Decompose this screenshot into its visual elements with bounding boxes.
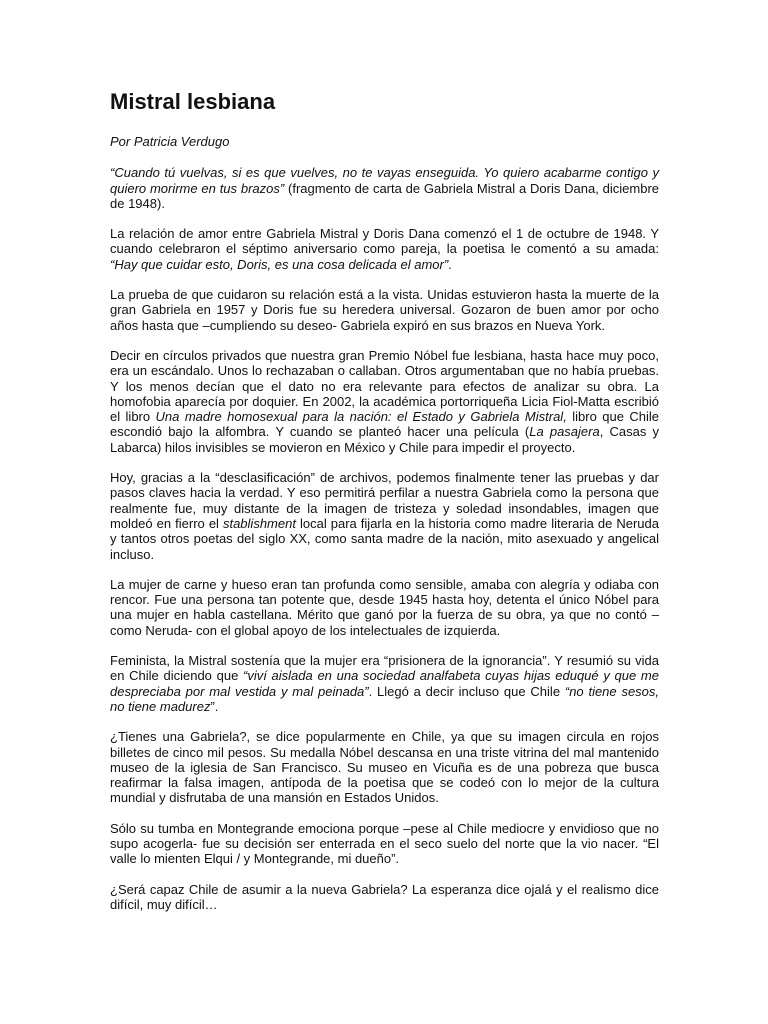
text-run: ¿Será capaz Chile de asumir a la nueva Gabriela? La esperanza dice ojalá y el realismo dice difícil, muy difícil… — [110, 881, 659, 912]
article-byline — [110, 134, 659, 149]
italic-text: “Hay que cuidar esto, Doris, es una cosa delicada el amor” — [110, 256, 449, 272]
italic-text: “no tiene sesos, no tiene madurez — [110, 683, 660, 714]
italic-text: Una madre homosexual para la nación: el Estado y Gabriela Mistral, — [155, 409, 567, 425]
paragraph — [110, 882, 659, 913]
article-title: Mistral lesbiana — [110, 89, 276, 114]
text-run: ¿Tienes una Gabriela?, se dice popularmente en Chile, ya que su imagen circula en rojos billetes de cinco mil pesos. Su medalla Nóbel descansa en una triste vitrina del mal mantenido museo de la iglesia de San Francisco. Su museo en Vicuña es de una pobreza que busca reafirmar la falsa imagen, antípoda de la poetisa que se codeó con lo mejor de la cultura mundial y disfrutaba de una mansión en Estados Unidos. — [110, 729, 659, 806]
text-run: . Llegó a decir incluso que Chile — [368, 683, 565, 699]
text-run: Feminista, la Mistral sostenía que la mujer era “prisionera de la ignorancia”. Y resumió su vida en Chile diciendo que — [110, 653, 659, 684]
paragraph — [110, 287, 659, 333]
italic-text: “viví aislada en una sociedad analfabeta cuyas hijas eduqué y que me despreciaba por mal vestida y mal peinada” — [110, 668, 659, 699]
italic-text: “Cuando tú vuelvas, si es que vuelves, no te vayas enseguida. Yo quiero acabarme contigo y quiero morirme en tus brazos” — [110, 165, 659, 196]
paragraph — [110, 470, 659, 562]
italic-text: stablishment — [222, 515, 296, 531]
text-run: La mujer de carne y hueso eran tan profunda como sensible, amaba con alegría y odiaba con rencor. Fue una persona tan potente que, desde 1945 hasta hoy, detenta el único Nóbel para una mujer en habla castellana. Mérito que ganó por la fuerza de su obra, ya que no contó –como Neruda- con el global apoyo de los intelectuales de izquierda. — [110, 576, 659, 638]
italic-text: La pasajera — [529, 424, 600, 440]
article — [110, 88, 659, 927]
text-run: libro que Chile escondió bajo la alfombra. Y cuando se planteó hacer una película ( — [110, 409, 659, 440]
text-run: La relación de amor entre Gabriela Mistral y Doris Dana comenzó el 1 de octubre de 1948. Y cuando celebraron el séptimo aniversario como pareja, la poetisa le comentó a su amada: — [110, 226, 659, 257]
text-run: , Casas y Labarca) hilos invisibles se movieron en México y Chile para impedir el proyecto. — [110, 424, 659, 455]
article-body — [110, 165, 659, 912]
byline-text: Por Patricia Verdugo — [110, 134, 230, 149]
text-run: Hoy, gracias a la “desclasificación” de archivos, podemos finalmente tener las pruebas y dar pasos claves hacia la verdad. Y eso permitirá perfilar a nuestra Gabriela como la persona que realmente fue, muy distante de la imagen de tristeza y soledad insondables, imagen que moldeó en fierro el — [110, 470, 659, 531]
text-run: . — [448, 256, 452, 272]
paragraph — [110, 577, 659, 638]
text-run: La prueba de que cuidaron su relación está a la vista. Unidas estuvieron hasta la muerte de la gran Gabriela en 1957 y Doris fue su heredera universal. Gozaron de buen amor por ocho años hasta que –cumpliendo su deseo- Gabriela expiró en sus brazos en Nueva York. — [110, 287, 659, 333]
paragraph — [110, 653, 659, 714]
text-run: ”. — [210, 698, 219, 714]
paragraph — [110, 165, 659, 211]
text-run: (fragmento de carta de Gabriela Mistral a Doris Dana, diciembre de 1948). — [110, 180, 660, 211]
paragraph — [110, 348, 659, 455]
text-run: Decir en círculos privados que nuestra gran Premio Nóbel fue lesbiana, hasta hace muy poco, era un escándalo. Unos lo rechazaban o callaban. Otros argumentaban que no había pruebas. Y los menos decían que el dato no era relevante para efectos de analizar su obra. La homofobia aparecía por doquier. En 2002, la académica portorriqueña Licia Fiol-Matta escribió el libro — [110, 347, 659, 425]
paragraph — [110, 821, 659, 867]
paragraph — [110, 226, 659, 272]
paragraph — [110, 729, 659, 805]
text-run: Sólo su tumba en Montegrande emociona porque –pese al Chile mediocre y envidioso que no supo acogerla- fue su decisión ser enterrada en el seco suelo del norte que la vio nacer. “El valle lo mienten Elqui / y Montegrande, mi dueño”. — [110, 820, 659, 867]
text-run: local para fijarla en la historia como madre literaria de Neruda y tantos otros poetas del siglo XX, como santa madre de la nación, mito asexuado y angelical incluso. — [110, 515, 659, 562]
